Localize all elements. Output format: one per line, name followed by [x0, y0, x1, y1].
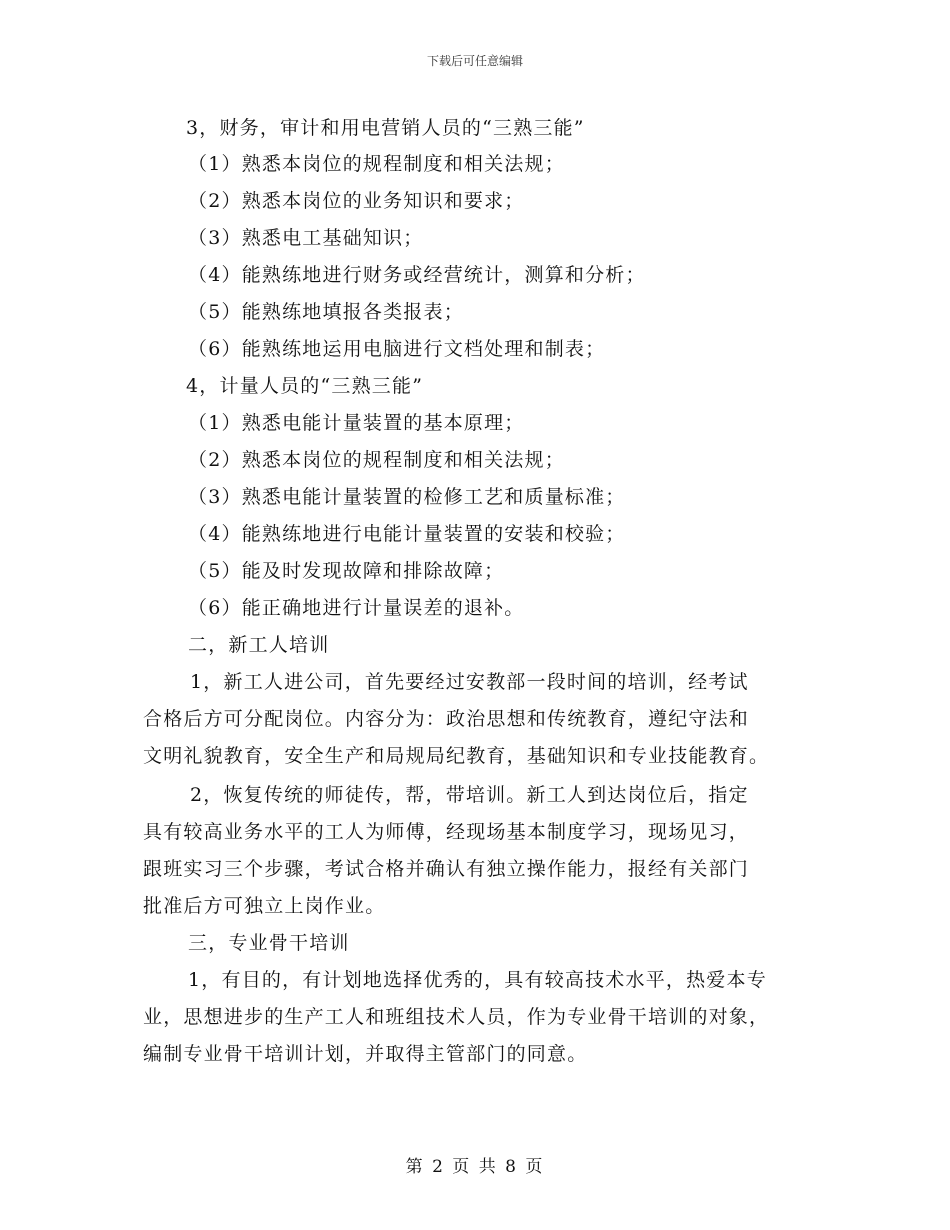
list-item: （3）熟悉电能计量装置的检修工艺和质量标准； [188, 486, 626, 508]
paragraph-line: 2，恢复传统的师徒传，帮，带培训。新工人到达岗位后，指定 [190, 784, 749, 806]
paragraph-line: 批准后方可独立上岗作业。 [143, 895, 386, 917]
paragraph-line: 跟班实习三个步骤，考试合格并确认有独立操作能力，报经有关部门 [143, 858, 750, 880]
page-header: 下载后可任意编辑 [426, 54, 523, 68]
paragraph-line: 业，思想进步的生产工人和班组技术人员，作为专业骨干培训的对象， [143, 1006, 770, 1028]
section-heading-4: 4，计量人员的“三熟三能” [186, 375, 424, 397]
section-heading-3-main: 三，专业骨干培训 [188, 932, 350, 954]
section-heading-3: 3，财务，审计和用电营销人员的“三熟三能” [186, 117, 585, 139]
list-item: （6）能熟练地运用电脑进行文档处理和制表； [188, 338, 606, 360]
list-item: （1）熟悉本岗位的规程制度和相关法规； [188, 153, 565, 175]
list-item: （2）熟悉本岗位的业务知识和要求； [188, 190, 525, 212]
list-item: （5）能及时发现故障和排除故障； [188, 560, 505, 582]
paragraph-line: 合格后方可分配岗位。内容分为：政治思想和传统教育，遵纪守法和 [143, 708, 750, 730]
paragraph-line: 1，有目的，有计划地选择优秀的，具有较高技术水平，热爱本专 [188, 969, 767, 991]
list-item: （1）熟悉电能计量装置的基本原理； [188, 412, 525, 434]
list-item: （5）能熟练地填报各类报表； [188, 301, 464, 323]
list-item: （2）熟悉本岗位的规程制度和相关法规； [188, 449, 565, 471]
paragraph-line: 编制专业骨干培训计划，并取得主管部门的同意。 [143, 1043, 588, 1065]
list-item: （4）能熟练地进行电能计量装置的安装和校验； [188, 523, 626, 545]
list-item: （6）能正确地进行计量误差的退补。 [188, 597, 525, 619]
section-heading-2: 二，新工人培训 [188, 634, 330, 656]
page-footer: 第 2 页 共 8 页 [405, 1157, 545, 1177]
paragraph-line: 具有较高业务水平的工人为师傅，经现场基本制度学习，现场见习， [143, 821, 750, 843]
paragraph-line: 1，新工人进公司，首先要经过安教部一段时间的培训，经考试 [190, 671, 749, 693]
list-item: （4）能熟练地进行财务或经营统计，测算和分析； [188, 264, 646, 286]
paragraph-line: 文明礼貌教育，安全生产和局规局纪教育，基础知识和专业技能教育。 [143, 745, 770, 767]
list-item: （3）熟悉电工基础知识； [188, 227, 424, 249]
